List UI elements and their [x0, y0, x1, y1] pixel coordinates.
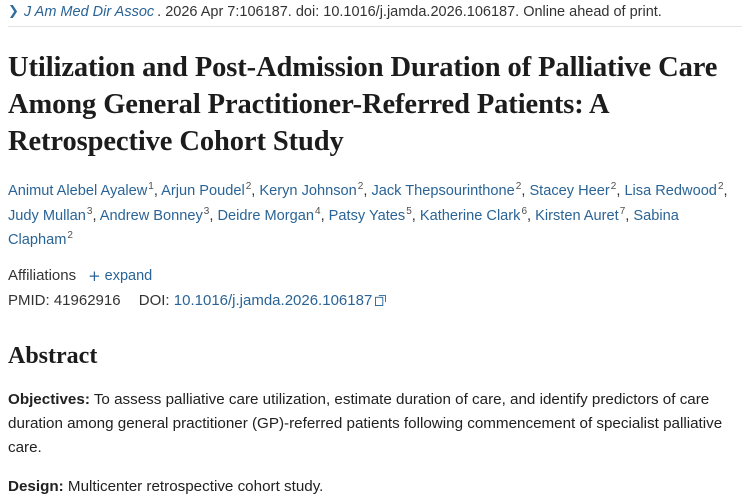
abstract-section [8, 388, 742, 460]
doi-label: DOI: [138, 291, 170, 309]
author-separator: , [153, 183, 162, 199]
abstract-section-label: Objectives: [8, 390, 90, 408]
author-name[interactable]: Andrew Bonney [99, 207, 203, 224]
author-name[interactable]: Deidre Morgan [217, 207, 314, 224]
author-separator: , [616, 183, 625, 199]
author-affiliation-ref[interactable]: 2 [515, 181, 522, 193]
author-affiliation-ref[interactable]: 2 [717, 181, 724, 193]
citation-details: . 2026 Apr 7:106187. doi: 10.1016/j.jamda.2026.106187. Online ahead of print. [157, 4, 662, 20]
author-separator: , [527, 207, 536, 224]
author-name[interactable]: Animut Alebel Ayalew [8, 183, 148, 199]
page-title: Utilization and Post-Admission Duration of Palliative Care Among General Practitioner-Referred Patients: A Retrospective Cohort Study [8, 52, 718, 158]
author-affiliation-ref[interactable]: 3 [86, 205, 93, 217]
author-name[interactable]: Patsy Yates [328, 207, 406, 224]
author-item[interactable] [217, 205, 321, 224]
divider [8, 26, 742, 27]
author-name[interactable]: Keryn Johnson [259, 183, 357, 199]
author-separator: , [251, 183, 260, 199]
author-item[interactable] [161, 183, 251, 199]
author-item[interactable] [419, 205, 528, 224]
author-affiliation-ref[interactable]: 2 [357, 181, 364, 193]
author-separator: , [411, 207, 420, 224]
affiliations-label: Affiliations [8, 267, 77, 285]
author-separator: , [521, 183, 530, 199]
author-affiliation-ref[interactable]: 1 [148, 181, 154, 193]
author-item[interactable] [8, 183, 154, 199]
author-affiliation-ref[interactable]: 7 [619, 205, 626, 217]
author-affiliation-ref[interactable]: 4 [315, 205, 321, 217]
author-item[interactable] [328, 205, 412, 224]
author-affiliation-ref[interactable]: 6 [521, 205, 528, 217]
author-separator: , [92, 207, 100, 224]
pmid-value: 41962916 [53, 291, 121, 309]
author-name[interactable]: Kirsten Auret [535, 207, 619, 224]
affiliations-row [8, 267, 742, 285]
author-affiliation-ref[interactable]: 3 [203, 205, 210, 217]
abstract-section-text: To assess palliative care utilization, estimate duration of care, and identify predictors of care duration among general practitioner (GP)-referred patients following commencement of specialist palliative care. [8, 390, 723, 456]
journal-name[interactable]: J Am Med Dir Assoc [23, 4, 155, 20]
author-separator: , [363, 183, 372, 199]
citation-line [8, 0, 742, 20]
author-name[interactable]: Arjun Poudel [161, 183, 245, 199]
pmid-label: PMID: [8, 291, 50, 309]
author-name[interactable]: Katherine Clark [419, 207, 521, 224]
author-name[interactable]: Lisa Redwood [624, 183, 717, 199]
author-affiliation-ref[interactable]: 2 [610, 181, 617, 193]
author-name[interactable]: Jack Thepsourinthone [371, 183, 515, 199]
author-item[interactable] [8, 205, 93, 224]
author-item[interactable] [259, 183, 363, 199]
expand-label: expand [104, 267, 153, 284]
abstract-section-text: Multicenter retrospective cohort study. [63, 477, 324, 495]
author-separator: , [209, 207, 218, 224]
author-separator: , [625, 207, 634, 224]
author-item[interactable] [535, 205, 626, 224]
external-link-icon[interactable] [375, 295, 386, 306]
expand-affiliations-button[interactable] [88, 267, 152, 285]
author-affiliation-ref[interactable]: 5 [406, 205, 412, 217]
author-name[interactable]: Judy Mullan [8, 207, 86, 224]
chevron-right-icon[interactable]: ❯ [8, 4, 19, 19]
author-item[interactable] [371, 183, 521, 199]
abstract-section [8, 475, 742, 499]
author-item[interactable] [99, 205, 210, 224]
doi-link[interactable]: 10.1016/j.jamda.2026.106187 [173, 291, 373, 309]
author-name[interactable]: Stacey Heer [529, 183, 610, 199]
author-name[interactable]: Sabina Clapham [8, 207, 679, 248]
author-item[interactable] [529, 183, 616, 199]
abstract-section-label: Design: [8, 477, 64, 495]
author-item[interactable] [624, 183, 723, 199]
author-separator: , [723, 183, 728, 199]
author-list [8, 179, 742, 253]
abstract-heading: Abstract [8, 342, 98, 369]
plus-icon: + [88, 266, 101, 285]
identifiers-row [8, 292, 742, 309]
author-affiliation-ref[interactable]: 2 [245, 181, 252, 193]
author-affiliation-ref[interactable]: 2 [67, 230, 73, 242]
author-separator: , [320, 207, 329, 224]
